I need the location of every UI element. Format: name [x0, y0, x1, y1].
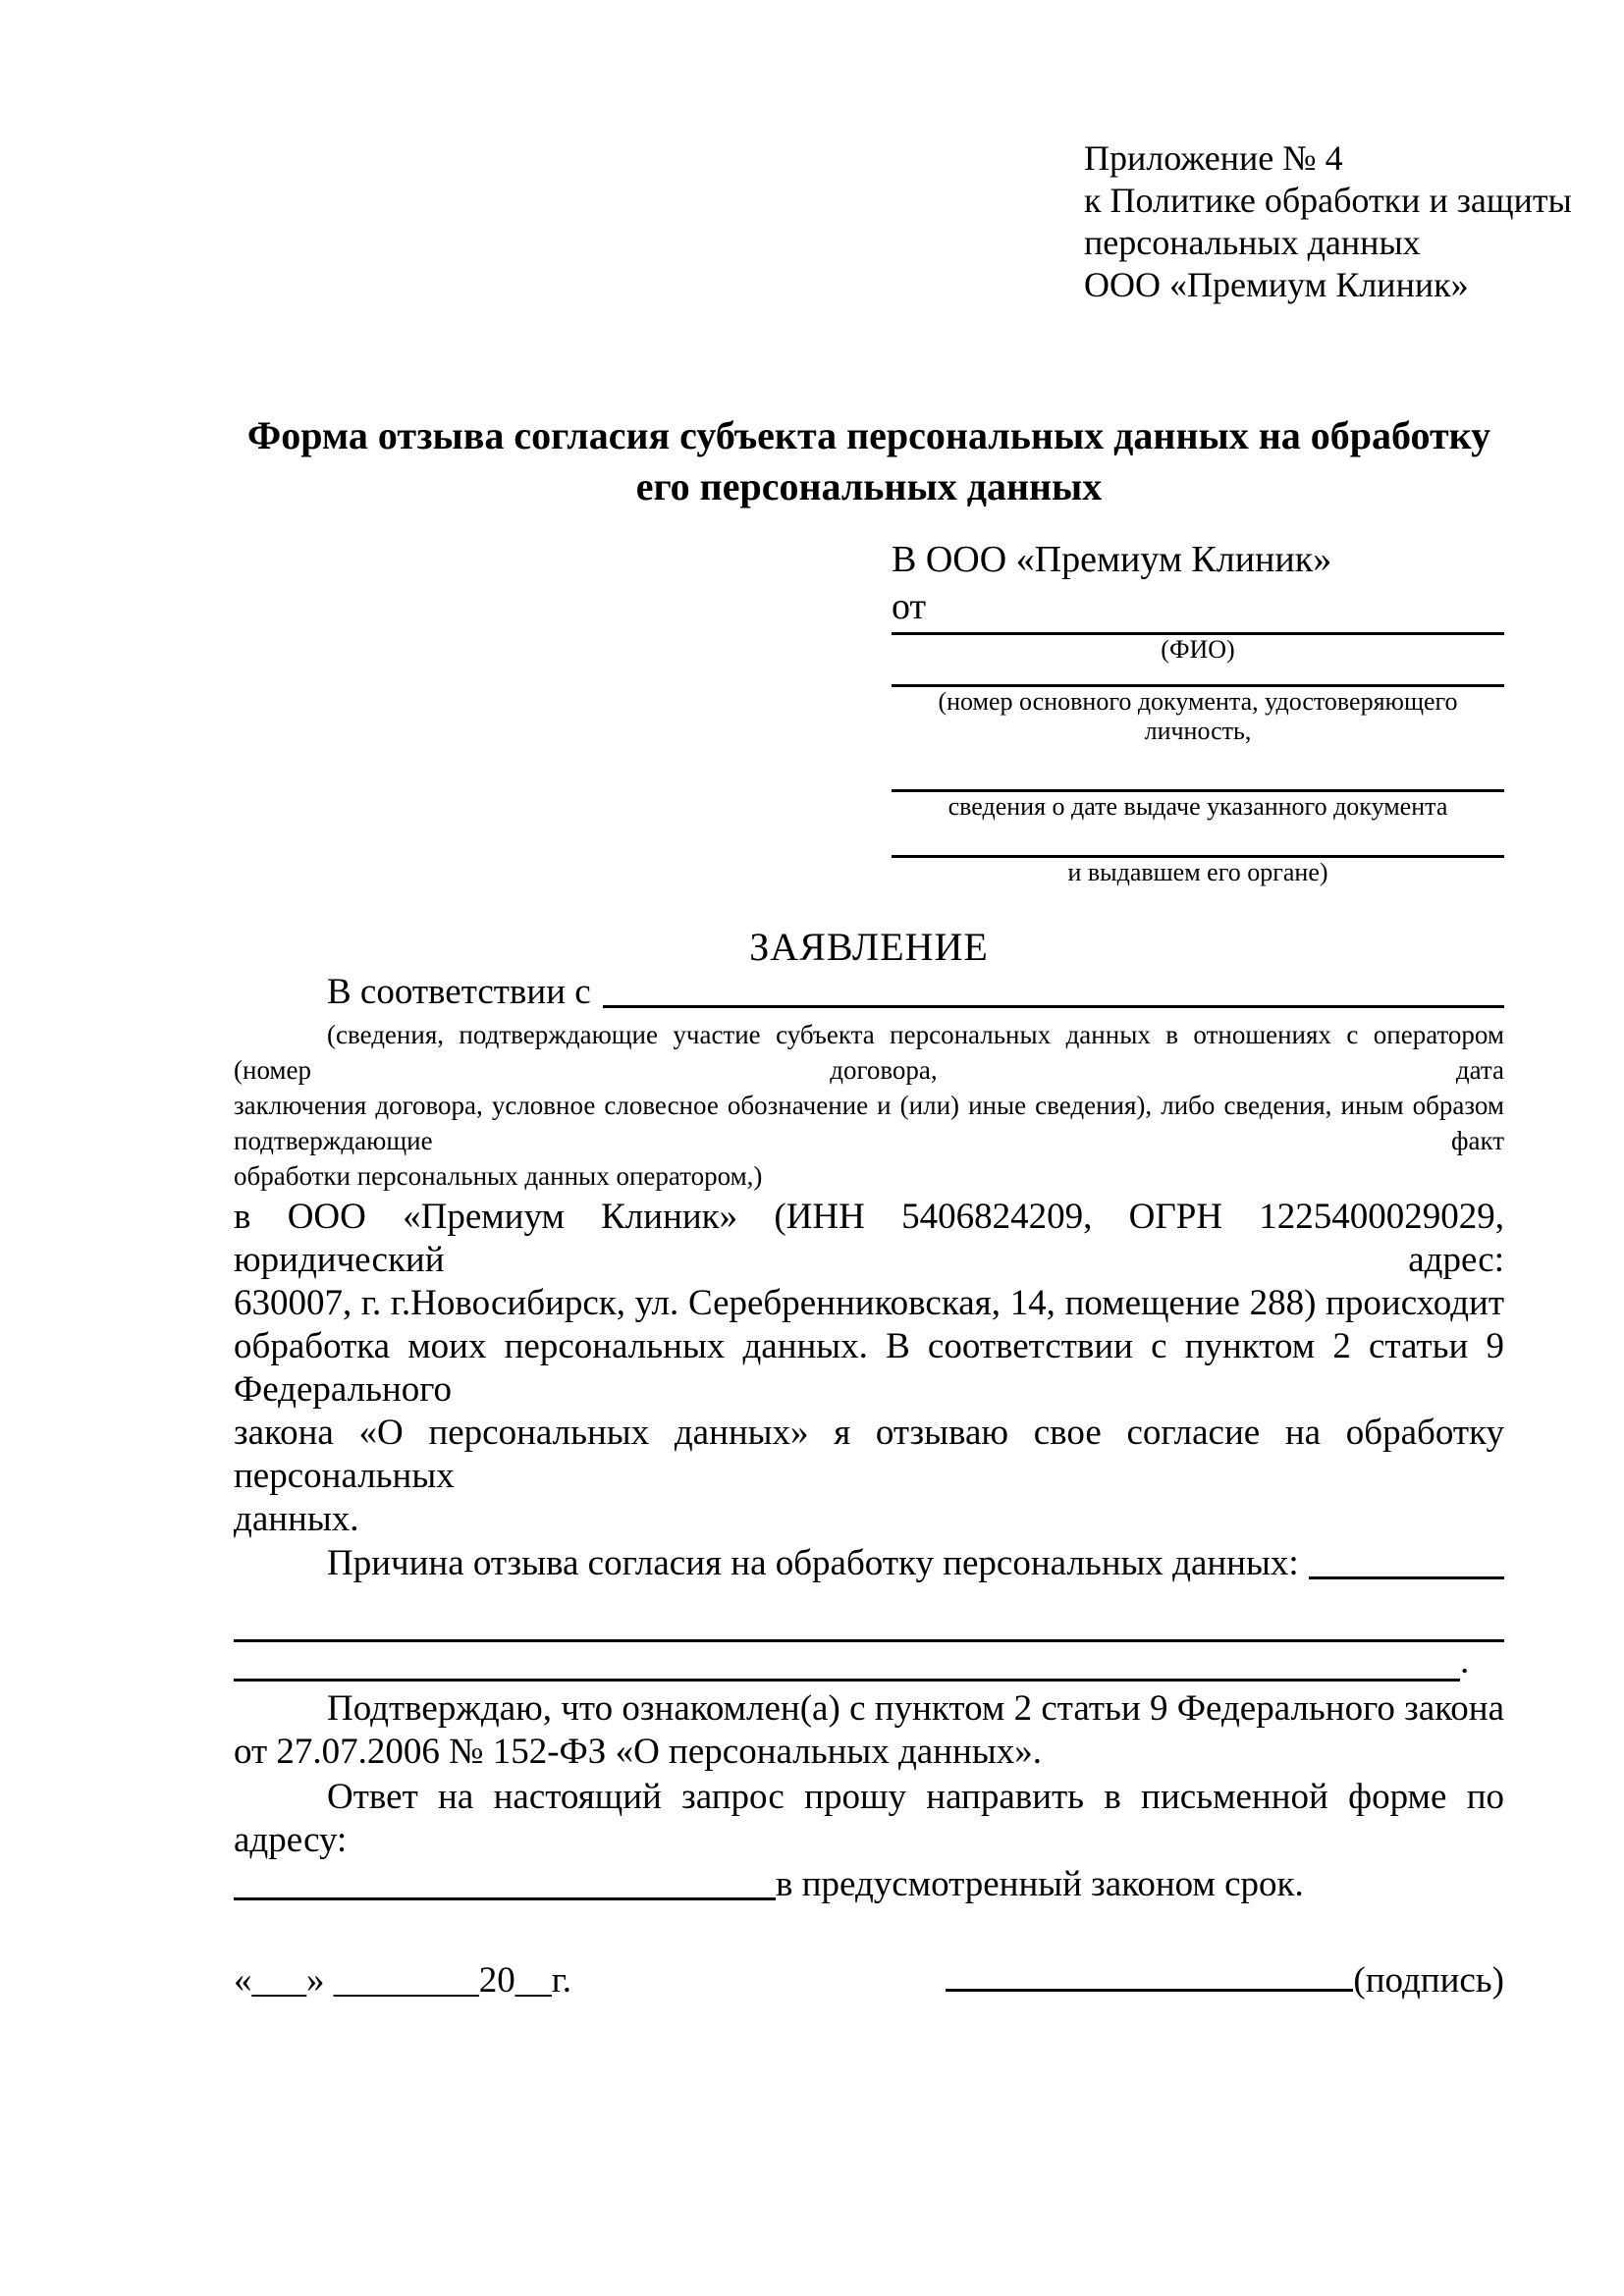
basis-prefix: В соответствии с: [327, 972, 591, 1012]
reason-label: Причина отзыва согласия на обработку персональных данных:: [327, 1543, 1299, 1583]
signature-caption: (подпись): [1353, 1960, 1504, 2001]
appendix-header-line: ООО «Премиум Клиник»: [1084, 265, 1469, 304]
appendix-header-line: персональных данных: [1084, 223, 1421, 262]
appendix-header-line: к Политике обработки и защиты: [1084, 181, 1572, 220]
confirm-line: от 27.07.2006 № 152-ФЗ «О персональных данных».: [234, 1732, 1042, 1772]
document-title-line: Форма отзыва согласия субъекта персональных данных на обработку: [246, 413, 1491, 457]
reason-blank-line-2: [234, 1643, 1460, 1682]
response-line: Ответ на настоящий запрос прошу направить в письменной форме по адресу:: [234, 1777, 1504, 1860]
body-line: данных.: [234, 1499, 359, 1539]
fio-caption: (ФИО): [1161, 635, 1235, 664]
period-suffix: .: [1460, 1641, 1470, 1682]
basis-row: [234, 970, 1504, 1015]
issue-date-caption: сведения о дате выдаче указанного документа: [947, 792, 1448, 821]
body-line: обработка моих персональных данных. В соответствии с пунктом 2 статьи 9 Федерального: [234, 1326, 1504, 1410]
reason-row: [234, 1541, 1504, 1586]
addressee-from-label: от: [892, 586, 927, 627]
document-title-line: его персональных данных: [635, 464, 1103, 508]
document-number-caption: (номер основного документа, удостоверяющего личность,: [938, 687, 1458, 745]
footnote-line: обработки персональных данных оператором,): [234, 1161, 763, 1191]
statement-heading: ЗАЯВЛЕНИЕ: [749, 925, 989, 969]
footnote-line: (сведения, подтверждающие участие субъекта персональных данных в отношениях с оператором (номер договора, дата: [234, 1020, 1504, 1085]
addressee-block: [892, 536, 1504, 887]
signature-input-line: [946, 1959, 1353, 1992]
appendix-header-line: Приложение № 4: [1084, 138, 1343, 178]
signature-row: [234, 1958, 1504, 2003]
date-input-line: «___» ________20__г.: [234, 1960, 572, 2001]
body-line: в ООО «Премиум Клиник» (ИНН 5406824209, ОГРН 1225400029029, юридический адрес:: [234, 1197, 1504, 1280]
document-title: [234, 410, 1504, 512]
confirm-line: Подтверждаю, что ознакомлен(а) с пунктом 2 статьи 9 Федерального закона: [327, 1688, 1504, 1729]
confirm-paragraph: [234, 1687, 1504, 1774]
reason-blank-row-2: [234, 1642, 1504, 1682]
body-paragraph: [234, 1196, 1504, 1541]
response-suffix: в предусмотренный законом срок.: [776, 1864, 1304, 1904]
body-line: закона «О персональных данных» я отзываю свое согласие на обработку персональных: [234, 1413, 1504, 1496]
footnote-line: заключения договора, условное словесное обозначение и (или) иные сведения), либо сведения, иным образом подтверждающие факт: [234, 1091, 1504, 1155]
addressee-to: В ООО «Премиум Клиник»: [892, 539, 1332, 580]
address-input-line: [234, 1897, 776, 1900]
body-line: 630007, г. г.Новосибирск, ул. Серебренниковская, 14, помещение 288) происходит: [234, 1283, 1504, 1323]
reason-blank-line-1: [234, 1602, 1504, 1642]
response-address-row: [234, 1862, 1504, 1907]
appendix-header: [1084, 137, 1572, 306]
footnote-block: [234, 1017, 1504, 1194]
reason-input-line: [1309, 1576, 1504, 1579]
basis-input-line: [603, 1005, 1504, 1008]
issuing-authority-caption: и выдавшем его органе): [1067, 858, 1328, 886]
response-paragraph: [234, 1776, 1504, 1862]
signature-group: [946, 1958, 1504, 2003]
